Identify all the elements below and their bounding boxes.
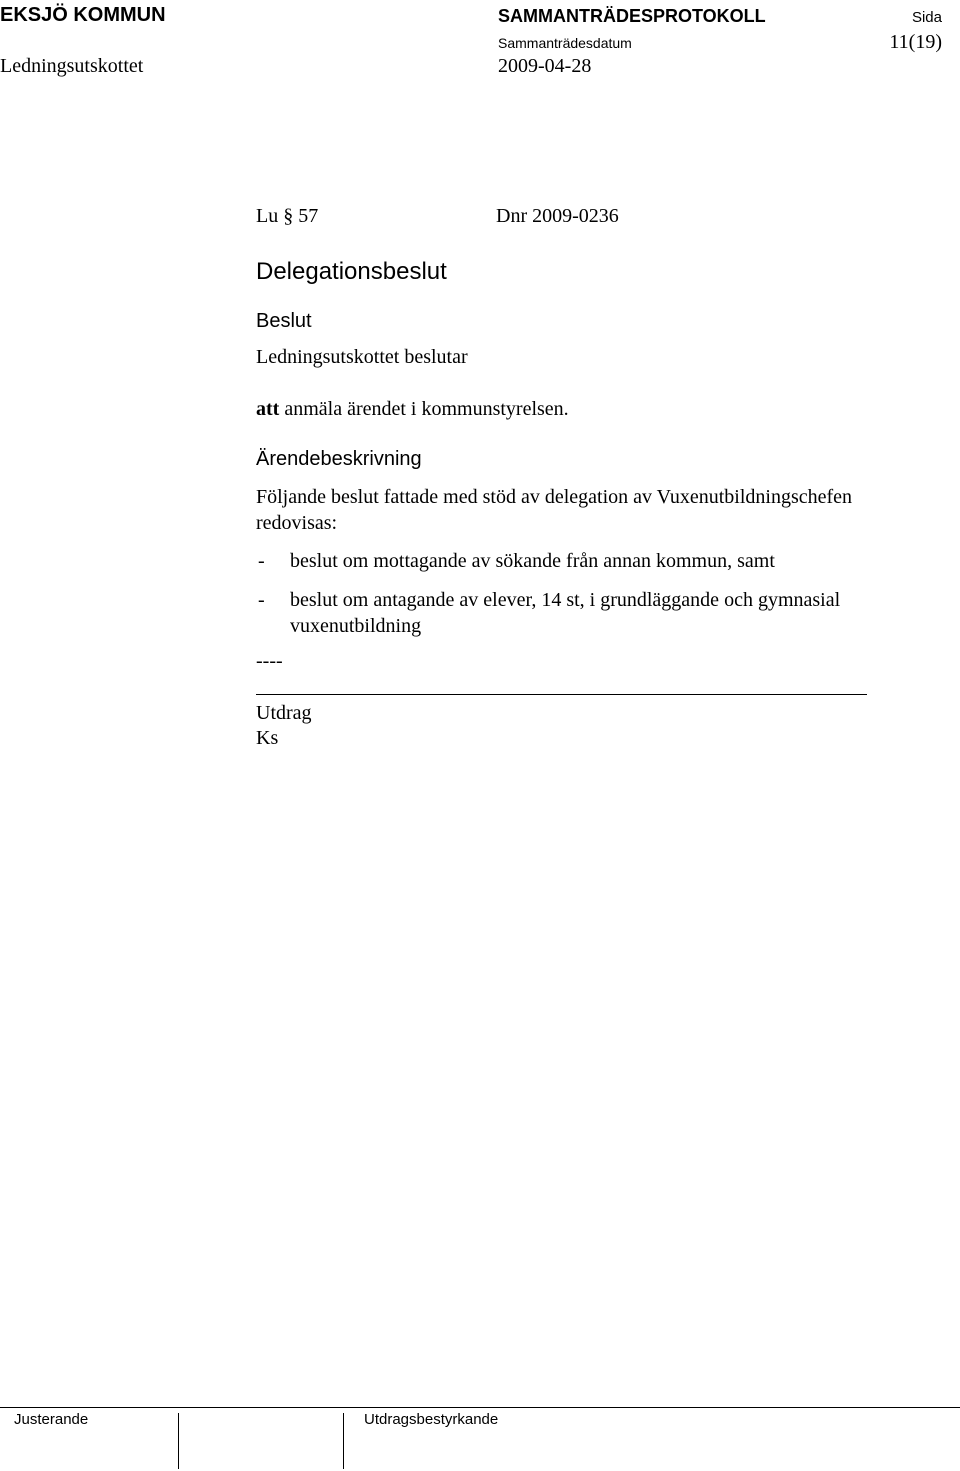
justerande-label: Justerande <box>14 1411 89 1428</box>
decision-text <box>256 398 569 421</box>
footer-divider <box>0 1407 960 1408</box>
excerpt-label: Utdrag <box>256 702 312 724</box>
list-item-continuation: vuxenutbildning <box>290 615 422 637</box>
diary-number: Dnr 2009-0236 <box>496 205 619 227</box>
decision-intro: Ledningsutskottet beslutar <box>256 346 468 368</box>
utdragsbestyrkande-label: Utdragsbestyrkande <box>364 1411 499 1428</box>
signature-box-divider <box>178 1413 179 1469</box>
document-type: SAMMANTRÄDESPROTOKOLL <box>498 6 766 26</box>
bullet-marker: - <box>258 550 265 572</box>
paragraph-reference: Lu § 57 <box>256 205 319 227</box>
case-heading: Ärendebeskrivning <box>256 448 422 470</box>
case-paragraph-line-2: redovisas: <box>256 512 338 534</box>
excerpt-recipient: Ks <box>256 727 279 749</box>
bullet-marker: - <box>258 589 265 611</box>
decision-heading: Beslut <box>256 310 312 332</box>
case-paragraph-line-1: Följande beslut fattade med stöd av delegation av Vuxenutbildningschefen <box>256 486 853 508</box>
att-keyword: att <box>256 398 280 420</box>
list-item: beslut om mottagande av sökande från annan kommun, samt <box>290 550 775 572</box>
page-number: 11(19) <box>889 31 942 53</box>
divider <box>256 694 867 695</box>
decision-body: anmäla ärendet i kommunstyrelsen. <box>279 398 569 420</box>
separator: ---- <box>256 650 283 672</box>
committee-name: Ledningsutskottet <box>0 55 144 77</box>
list-item: beslut om antagande av elever, 14 st, i grundläggande och gymnasial <box>290 589 841 611</box>
signature-box-divider <box>343 1413 344 1469</box>
organization-name: EKSJÖ KOMMUN <box>0 4 166 26</box>
item-title: Delegationsbeslut <box>256 258 447 285</box>
meeting-date: 2009-04-28 <box>498 55 592 77</box>
page-label: Sida <box>911 9 942 26</box>
meeting-date-label: Sammanträdesdatum <box>498 35 632 51</box>
